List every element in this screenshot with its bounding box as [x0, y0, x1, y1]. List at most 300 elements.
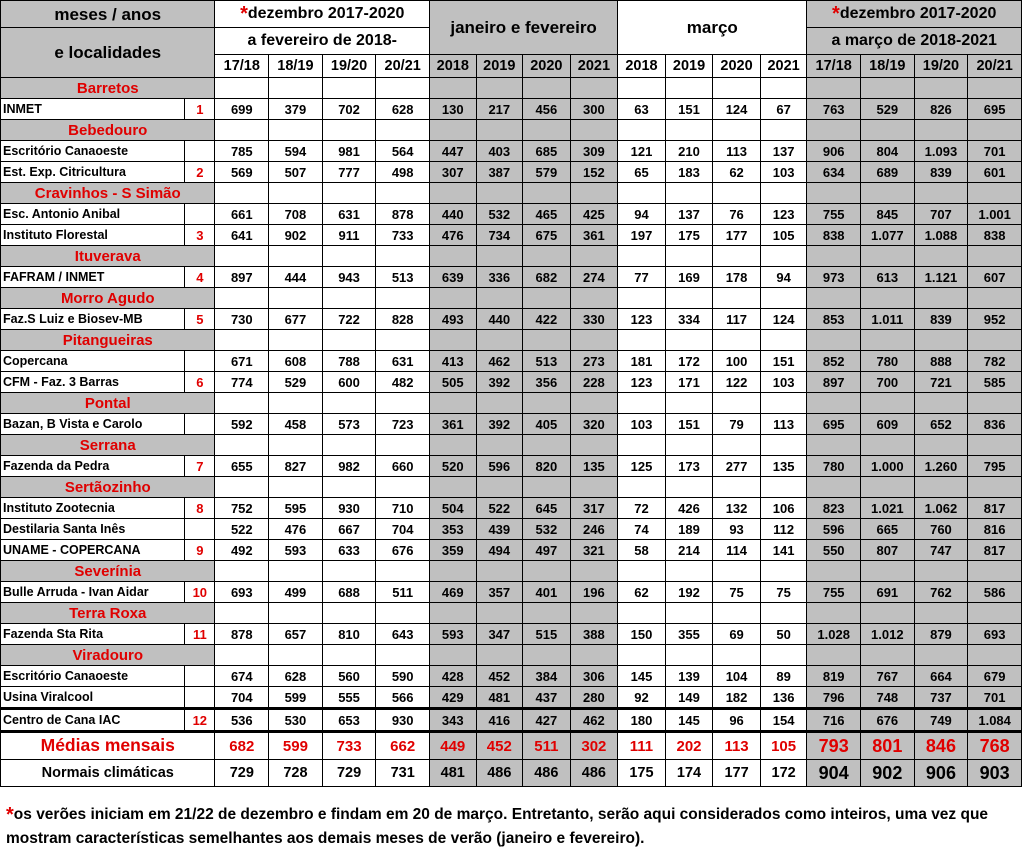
media-value: 682 [215, 732, 269, 760]
value-cell: 722 [322, 309, 376, 330]
value-cell: 151 [665, 414, 713, 435]
value-cell: 217 [476, 99, 523, 120]
empty-cell [618, 78, 666, 99]
year-header: 19/20 [914, 55, 968, 78]
value-cell: 708 [269, 204, 323, 225]
media-value: 793 [807, 732, 861, 760]
value-cell: 702 [322, 99, 376, 120]
empty-cell [322, 78, 376, 99]
value-cell: 817 [968, 540, 1022, 561]
location-name: Viradouro [1, 645, 215, 666]
empty-cell [322, 603, 376, 624]
value-cell: 573 [322, 414, 376, 435]
empty-cell [430, 78, 477, 99]
value-cell: 169 [665, 267, 713, 288]
value-cell: 585 [968, 372, 1022, 393]
value-cell: 388 [570, 624, 618, 645]
value-cell: 172 [665, 351, 713, 372]
value-cell: 413 [430, 351, 477, 372]
value-cell: 823 [807, 498, 861, 519]
value-cell: 699 [215, 99, 269, 120]
empty-cell [914, 561, 968, 582]
value-cell: 75 [713, 582, 761, 603]
empty-cell [968, 645, 1022, 666]
empty-cell [861, 477, 915, 498]
station-number [185, 687, 215, 709]
value-cell: 1.012 [861, 624, 915, 645]
empty-cell [807, 435, 861, 456]
empty-cell [430, 183, 477, 204]
value-cell: 93 [713, 519, 761, 540]
empty-cell [807, 393, 861, 414]
year-header: 2021 [760, 55, 807, 78]
table-row [1, 162, 1022, 183]
value-cell: 416 [476, 709, 523, 732]
value-cell: 100 [713, 351, 761, 372]
media-value: 111 [618, 732, 666, 760]
value-cell: 710 [376, 498, 430, 519]
empty-cell [376, 645, 430, 666]
value-cell: 1.260 [914, 456, 968, 477]
value-cell: 104 [713, 666, 761, 687]
value-cell: 930 [322, 498, 376, 519]
value-cell: 973 [807, 267, 861, 288]
empty-cell [269, 330, 323, 351]
media-value: 733 [322, 732, 376, 760]
empty-cell [322, 288, 376, 309]
media-value: 511 [523, 732, 571, 760]
empty-cell [523, 246, 571, 267]
empty-cell [476, 477, 523, 498]
year-header: 2020 [523, 55, 571, 78]
empty-cell [570, 561, 618, 582]
value-cell: 504 [430, 498, 477, 519]
value-cell: 661 [215, 204, 269, 225]
media-value: 768 [968, 732, 1022, 760]
location-name: Pitangueiras [1, 330, 215, 351]
value-cell: 676 [376, 540, 430, 561]
station-number: 3 [185, 225, 215, 246]
value-cell: 777 [322, 162, 376, 183]
normal-value: 729 [215, 760, 269, 787]
table-row [1, 519, 1022, 540]
table-row [1, 414, 1022, 435]
empty-cell [215, 645, 269, 666]
value-cell: 852 [807, 351, 861, 372]
value-cell: 536 [215, 709, 269, 732]
footnote-star: * [6, 804, 14, 826]
location-name: Sertãozinho [1, 477, 215, 498]
location-name: Terra Roxa [1, 603, 215, 624]
empty-cell [968, 393, 1022, 414]
empty-cell [476, 183, 523, 204]
value-cell: 655 [215, 456, 269, 477]
value-cell: 795 [968, 456, 1022, 477]
empty-cell [523, 603, 571, 624]
empty-cell [570, 435, 618, 456]
value-cell: 124 [760, 309, 807, 330]
location-row [1, 645, 1022, 666]
value-cell: 675 [523, 225, 571, 246]
value-cell: 177 [713, 225, 761, 246]
value-cell: 497 [523, 540, 571, 561]
empty-cell [376, 120, 430, 141]
footnote-text: os verões iniciam em 21/22 de dezembro e findam em 20 de março. Entretanto, serão aqui considerados como inteiros, uma vez que mostram características semelhantes aos demais meses de verão (janeiro e fevereiro). [6, 806, 989, 847]
value-cell: 762 [914, 582, 968, 603]
value-cell: 596 [476, 456, 523, 477]
location-row [1, 288, 1022, 309]
value-cell: 839 [914, 309, 968, 330]
value-cell: 520 [430, 456, 477, 477]
value-cell: 361 [570, 225, 618, 246]
value-cell: 210 [665, 141, 713, 162]
empty-cell [914, 330, 968, 351]
empty-cell [665, 288, 713, 309]
value-cell: 820 [523, 456, 571, 477]
empty-cell [807, 120, 861, 141]
value-cell: 701 [968, 141, 1022, 162]
station-number: 8 [185, 498, 215, 519]
station-number [185, 141, 215, 162]
value-cell: 660 [376, 456, 430, 477]
media-value: 202 [665, 732, 713, 760]
media-value: 662 [376, 732, 430, 760]
table-row [1, 666, 1022, 687]
media-value: 846 [914, 732, 968, 760]
empty-cell [570, 330, 618, 351]
empty-cell [322, 183, 376, 204]
location-row [1, 183, 1022, 204]
station-number [185, 414, 215, 435]
station-number: 10 [185, 582, 215, 603]
value-cell: 594 [269, 141, 323, 162]
value-cell: 428 [430, 666, 477, 687]
empty-cell [861, 183, 915, 204]
value-cell: 529 [269, 372, 323, 393]
station-number [185, 666, 215, 687]
empty-cell [713, 561, 761, 582]
value-cell: 320 [570, 414, 618, 435]
value-cell: 505 [430, 372, 477, 393]
empty-cell [760, 603, 807, 624]
media-value: 452 [476, 732, 523, 760]
value-cell: 123 [618, 372, 666, 393]
header-group-3: março [618, 1, 807, 55]
value-cell: 117 [713, 309, 761, 330]
empty-cell [570, 603, 618, 624]
value-cell: 469 [430, 582, 477, 603]
location-name: Pontal [1, 393, 215, 414]
value-cell: 748 [861, 687, 915, 709]
normal-value: 486 [523, 760, 571, 787]
empty-cell [523, 120, 571, 141]
value-cell: 113 [713, 141, 761, 162]
empty-cell [430, 561, 477, 582]
empty-cell [269, 435, 323, 456]
value-cell: 196 [570, 582, 618, 603]
value-cell: 767 [861, 666, 915, 687]
value-cell: 700 [861, 372, 915, 393]
empty-cell [665, 435, 713, 456]
empty-cell [215, 393, 269, 414]
empty-cell [430, 288, 477, 309]
value-cell: 94 [618, 204, 666, 225]
empty-cell [914, 393, 968, 414]
empty-cell [269, 183, 323, 204]
value-cell: 693 [215, 582, 269, 603]
value-cell: 175 [665, 225, 713, 246]
value-cell: 586 [968, 582, 1022, 603]
value-cell: 439 [476, 519, 523, 540]
value-cell: 613 [861, 267, 915, 288]
station-number: 7 [185, 456, 215, 477]
value-cell: 1.093 [914, 141, 968, 162]
value-cell: 452 [476, 666, 523, 687]
value-cell: 631 [376, 351, 430, 372]
value-cell: 737 [914, 687, 968, 709]
value-cell: 596 [807, 519, 861, 540]
empty-cell [713, 246, 761, 267]
empty-cell [618, 120, 666, 141]
empty-cell [807, 645, 861, 666]
value-cell: 695 [807, 414, 861, 435]
header-group-4-line2: a março de 2018-2021 [807, 28, 1022, 55]
value-cell: 437 [523, 687, 571, 709]
empty-cell [523, 561, 571, 582]
value-cell: 440 [476, 309, 523, 330]
value-cell: 481 [476, 687, 523, 709]
value-cell: 444 [269, 267, 323, 288]
empty-cell [760, 246, 807, 267]
value-cell: 667 [322, 519, 376, 540]
empty-cell [322, 246, 376, 267]
value-cell: 343 [430, 709, 477, 732]
value-cell: 838 [968, 225, 1022, 246]
value-cell: 579 [523, 162, 571, 183]
empty-cell [914, 477, 968, 498]
empty-cell [430, 645, 477, 666]
empty-cell [713, 183, 761, 204]
value-cell: 422 [523, 309, 571, 330]
station-name: Fazenda da Pedra [1, 456, 185, 477]
value-cell: 747 [914, 540, 968, 561]
empty-cell [476, 120, 523, 141]
station-name: Bulle Arruda - Ivan Aidar [1, 582, 185, 603]
value-cell: 137 [760, 141, 807, 162]
empty-cell [861, 645, 915, 666]
empty-cell [665, 477, 713, 498]
value-cell: 845 [861, 204, 915, 225]
value-cell: 306 [570, 666, 618, 687]
value-cell: 499 [269, 582, 323, 603]
value-cell: 810 [322, 624, 376, 645]
value-cell: 634 [807, 162, 861, 183]
value-cell: 796 [807, 687, 861, 709]
value-cell: 688 [322, 582, 376, 603]
empty-cell [476, 330, 523, 351]
value-cell: 532 [523, 519, 571, 540]
header-group-1-line1: *dezembro 2017-2020 [215, 1, 430, 28]
value-cell: 607 [968, 267, 1022, 288]
empty-cell [807, 183, 861, 204]
value-cell: 780 [807, 456, 861, 477]
value-cell: 58 [618, 540, 666, 561]
empty-cell [523, 288, 571, 309]
value-cell: 564 [376, 141, 430, 162]
empty-cell [861, 120, 915, 141]
value-cell: 595 [269, 498, 323, 519]
empty-cell [760, 393, 807, 414]
location-row [1, 78, 1022, 99]
value-cell: 693 [968, 624, 1022, 645]
value-cell: 123 [618, 309, 666, 330]
value-cell: 601 [968, 162, 1022, 183]
empty-cell [523, 393, 571, 414]
value-cell: 532 [476, 204, 523, 225]
empty-cell [430, 120, 477, 141]
value-cell: 1.088 [914, 225, 968, 246]
location-name: Severínia [1, 561, 215, 582]
empty-cell [523, 435, 571, 456]
location-name: Cravinhos - S Simão [1, 183, 215, 204]
empty-cell [215, 603, 269, 624]
value-cell: 716 [807, 709, 861, 732]
location-name: Morro Agudo [1, 288, 215, 309]
value-cell: 72 [618, 498, 666, 519]
value-cell: 440 [430, 204, 477, 225]
location-row [1, 477, 1022, 498]
empty-cell [665, 603, 713, 624]
value-cell: 403 [476, 141, 523, 162]
value-cell: 763 [807, 99, 861, 120]
value-cell: 112 [760, 519, 807, 540]
empty-cell [861, 330, 915, 351]
empty-cell [523, 477, 571, 498]
empty-cell [322, 393, 376, 414]
value-cell: 897 [215, 267, 269, 288]
value-cell: 401 [523, 582, 571, 603]
value-cell: 427 [523, 709, 571, 732]
value-cell: 513 [376, 267, 430, 288]
value-cell: 192 [665, 582, 713, 603]
station-name: Bazan, B Vista e Carolo [1, 414, 185, 435]
value-cell: 1.021 [861, 498, 915, 519]
value-cell: 689 [861, 162, 915, 183]
value-cell: 180 [618, 709, 666, 732]
table-row [1, 540, 1022, 561]
value-cell: 145 [618, 666, 666, 687]
value-cell: 122 [713, 372, 761, 393]
value-cell: 513 [523, 351, 571, 372]
normal-value: 728 [269, 760, 323, 787]
empty-cell [476, 561, 523, 582]
value-cell: 379 [269, 99, 323, 120]
location-row [1, 561, 1022, 582]
empty-cell [861, 435, 915, 456]
empty-cell [618, 288, 666, 309]
value-cell: 125 [618, 456, 666, 477]
station-number: 12 [185, 709, 215, 732]
empty-cell [760, 561, 807, 582]
year-header: 20/21 [968, 55, 1022, 78]
value-cell: 590 [376, 666, 430, 687]
value-cell: 836 [968, 414, 1022, 435]
value-cell: 92 [618, 687, 666, 709]
empty-cell [665, 393, 713, 414]
empty-cell [430, 393, 477, 414]
year-header: 2018 [430, 55, 477, 78]
value-cell: 67 [760, 99, 807, 120]
value-cell: 631 [322, 204, 376, 225]
value-cell: 178 [713, 267, 761, 288]
station-name: Escritório Canaoeste [1, 141, 185, 162]
value-cell: 817 [968, 498, 1022, 519]
empty-cell [665, 78, 713, 99]
station-name: Centro de Cana IAC [1, 709, 185, 732]
table-row [1, 309, 1022, 330]
empty-cell [861, 393, 915, 414]
value-cell: 511 [376, 582, 430, 603]
value-cell: 730 [215, 309, 269, 330]
empty-cell [807, 78, 861, 99]
empty-cell [665, 120, 713, 141]
value-cell: 981 [322, 141, 376, 162]
value-cell: 816 [968, 519, 1022, 540]
year-header: 18/19 [861, 55, 915, 78]
empty-cell [570, 183, 618, 204]
value-cell: 75 [760, 582, 807, 603]
value-cell: 593 [430, 624, 477, 645]
empty-cell [968, 603, 1022, 624]
empty-cell [476, 645, 523, 666]
location-row [1, 393, 1022, 414]
empty-cell [807, 330, 861, 351]
empty-cell [665, 246, 713, 267]
empty-cell [570, 120, 618, 141]
value-cell: 121 [618, 141, 666, 162]
value-cell: 609 [861, 414, 915, 435]
value-cell: 749 [914, 709, 968, 732]
value-cell: 356 [523, 372, 571, 393]
empty-cell [523, 330, 571, 351]
value-cell: 482 [376, 372, 430, 393]
value-cell: 943 [322, 267, 376, 288]
footnote [6, 803, 1018, 851]
empty-cell [476, 288, 523, 309]
value-cell: 103 [618, 414, 666, 435]
year-header: 2021 [570, 55, 618, 78]
year-header: 18/19 [269, 55, 323, 78]
station-name: Destilaria Santa Inês [1, 519, 185, 540]
value-cell: 804 [861, 141, 915, 162]
value-cell: 181 [618, 351, 666, 372]
empty-cell [713, 645, 761, 666]
media-value: 449 [430, 732, 477, 760]
value-cell: 529 [861, 99, 915, 120]
normal-value: 731 [376, 760, 430, 787]
value-cell: 456 [523, 99, 571, 120]
empty-cell [523, 645, 571, 666]
location-row [1, 246, 1022, 267]
empty-cell [476, 393, 523, 414]
value-cell: 132 [713, 498, 761, 519]
value-cell: 1.121 [914, 267, 968, 288]
value-cell: 982 [322, 456, 376, 477]
empty-cell [322, 330, 376, 351]
empty-cell [618, 393, 666, 414]
value-cell: 425 [570, 204, 618, 225]
empty-cell [861, 561, 915, 582]
